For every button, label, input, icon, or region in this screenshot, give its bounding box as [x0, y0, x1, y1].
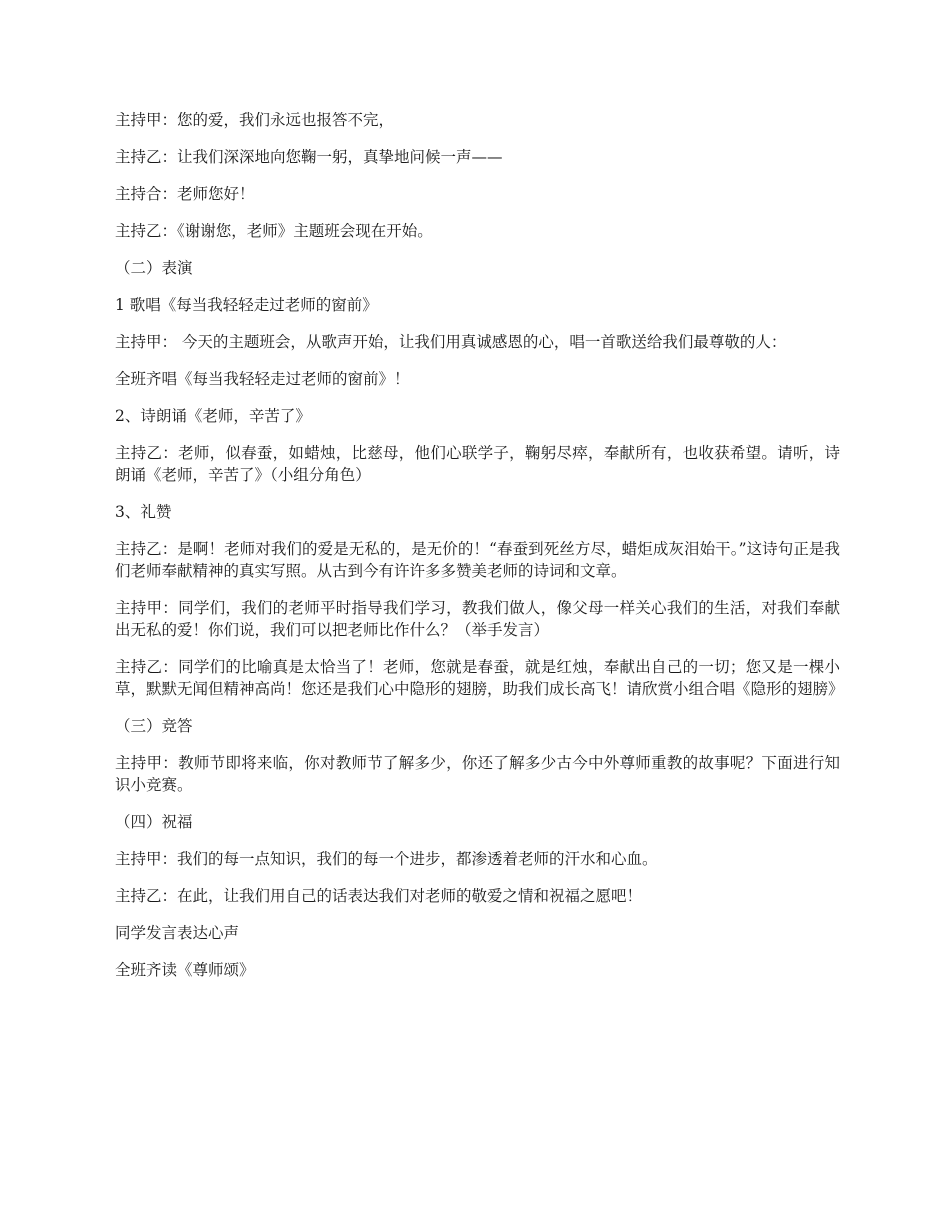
item-heading-poem: 2、诗朗诵《老师，辛苦了》: [115, 407, 311, 425]
document-page: [115, 109, 844, 996]
item-heading-song: 1 歌唱《每当我轻轻走过老师的窗前》: [115, 296, 378, 314]
host-together-line: 主持合：老师您好！: [115, 185, 255, 203]
host-a-line: 主持甲： 今天的主题班会，从歌声开始，让我们用真诚感恩的心，唱一首歌送给我们最尊敬的人：: [115, 333, 787, 351]
host-b-line: 主持乙：老师，似春蚕，如蜡烛，比慈母，他们心联学子，鞠躬尽瘁，奉献所有，也收获希望。请听，诗朗诵《老师，辛苦了》（小组分角色）: [115, 444, 840, 484]
host-a-line: 主持甲：我们的每一点知识，我们的每一个进步，都渗透着老师的汗水和心血。: [115, 850, 658, 868]
item-heading-praise: 3、礼赞: [115, 503, 172, 521]
host-b-line: 主持乙：同学们的比喻真是太恰当了！老师，您就是春蚕，就是红烛，奉献出自己的一切；您又是一棵小草，默默无闻但精神高尚！您还是我们心中隐形的翅膀，助我们成长高飞！请欣赏小组合唱《隐形的翅膀》: [115, 658, 844, 698]
section-heading-performance: （二）表演: [115, 259, 193, 277]
section-heading-quiz: （三）竞答: [115, 717, 193, 735]
class-recite-line: 全班齐读《尊师颂》: [115, 961, 255, 979]
host-a-line: 主持甲：同学们，我们的老师平时指导我们学习，教我们做人，像父母一样关心我们的生活，对我们奉献出无私的爱！你们说，我们可以把老师比作什么？（举手发言）: [115, 599, 840, 639]
host-b-line: 主持乙：让我们深深地向您鞠一躬，真挚地问候一声——: [115, 148, 503, 166]
class-sing-line: 全班齐唱《每当我轻轻走过老师的窗前》！: [115, 370, 410, 388]
host-a-line: 主持甲：教师节即将来临，你对教师节了解多少，你还了解多少古今中外尊师重教的故事呢？下面进行知识小竞赛。: [115, 754, 840, 794]
students-speak-line: 同学发言表达心声: [115, 924, 240, 942]
section-heading-blessing: （四）祝福: [115, 813, 193, 831]
host-b-line: 主持乙：在此，让我们用自己的话表达我们对老师的敬爱之情和祝福之愿吧！: [115, 887, 643, 905]
host-a-line: 主持甲：您的爱，我们永远也报答不完，: [115, 111, 395, 129]
host-b-line: 主持乙：是啊！老师对我们的爱是无私的，是无价的！“春蚕到死丝方尽，蜡炬成灰泪始干。”这诗句正是我们老师奉献精神的真实写照。从古到今有许许多多赞美老师的诗词和文章。: [115, 540, 840, 580]
host-b-line: 主持乙：《谢谢您，老师》主题班会现在开始。: [115, 222, 433, 240]
